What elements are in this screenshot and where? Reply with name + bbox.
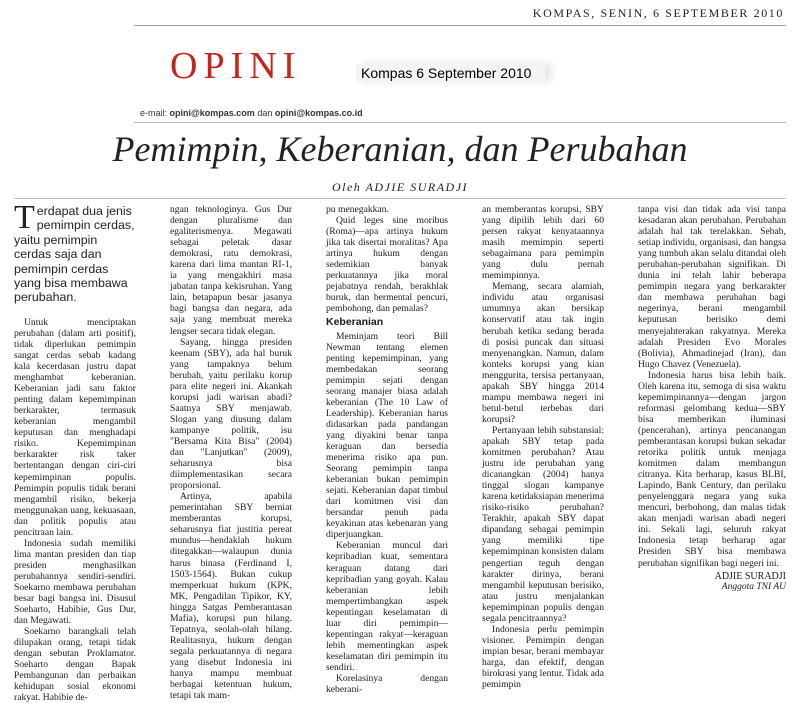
author-signature — [638, 571, 786, 593]
author-name: ADJIE SURADJI — [714, 570, 786, 582]
section-title: OPINI — [170, 45, 302, 87]
paragraph: Quid leges sine moribus (Roma)—apa artinya hukum jika tak disertai moralitas? Apa artinya hukum dengan sedemikian banyak perkuatannya jika moral pejabatnya rendah, berakhlak buruk, dan bermental pencuri, pembohong, dan pemalas? — [326, 215, 448, 315]
paragraph: ngan teknologinya. Gus Dur dengan pluralisme dan egaliterismenya. Megawati sebagai peletak dasar demokrasi, ratu demokrasi, karena dari lima mantan RI-1, ia yang mengakhiri masa jabatan tanpa kekisruhan. Yang lain, betapapun besar jasanya bagi bangsa dan negara, ada saja yang membuat mereka lengser secara tidak elegan. — [170, 204, 292, 337]
email-link-2[interactable]: opini@kompas.co.id — [274, 108, 363, 118]
top-divider — [134, 25, 786, 26]
paragraph: tanpa visi dan tidak ada visi tanpa kesadaran akan perubahan. Perubahan adalah hal tak terelakkan. Sebab, setiap individu, organisasi, dan bangsa yang tumbuh akan selalu ditandai oleh perubahan-perubahan signifikan. Di dunia ini telah lahir beberapa pemimpin negara yang berkarakter dan membawa perubahan bagi negerinya, berani mengambil keputusan berisiko demi menyejahterakan rakyatnya. Mereka adalah Presiden Evo Morales (Bolivia), Ahmadinejad (Iran), dan Hugo Chavez (Venezuela). — [638, 204, 786, 370]
source-stamp: Kompas 6 September 2010 — [356, 64, 545, 82]
paragraph: pu menegakkan. — [326, 204, 389, 215]
paragraph: Indonesia perlu pemimpin visioner. Pemimpin dengan impian besar, berani membayar harga, dan efektif, dengan birokrasi yang lentur. Tidak ada pemimpin — [482, 623, 604, 691]
article-title: Pemimpin, Keberanian, dan Perubahan — [112, 129, 688, 169]
article-byline: Oleh ADJIE SURADJI — [331, 180, 469, 194]
lead-text: erdapat dua jenis pemimpin cerdas, yaitu pemimpin cerdas saja dan pemimpin cerdas yang bisa membawa perubahan. — [14, 204, 135, 305]
paragraph: Soekarno barangkali telah dilupakan orang, tetapi tidak dengan sebutan Proklamator. Soeharto dengan Bapak Pembangunan dan perbaikan kehidupan sosial ekonomi rakyat. Habibie de- — [14, 626, 136, 703]
author-role: Anggota TNI AU — [721, 581, 786, 592]
email-join: dan — [254, 108, 275, 118]
article-column-3 — [326, 204, 448, 695]
paragraph: Indonesia harus bisa lebih baik. Oleh karena itu, semoga di sisa waktu kepemimpinannya—dengan jargon reformasi gelombang kedua—SBY bisa memberikan iluminasi (pencerahan), artinya pencanangan pemberantasan korupsi bukan sekadar retorika politik untuk menjaga komitmen dalam membangun citranya. Kita berharap, kasus BLBI, Lapindo, Bank Century, dan perilaku penyelenggara negara yang suka mencuri, berbohong, dan malas tidak akan menjadi warisan abadi negeri ini. Sekali lagi, seluruh rakyat Indonesia tetap berharap agar Presiden SBY bisa membawa perubahan signifikan bagi negeri ini. — [638, 369, 786, 569]
paragraph: Sayang, hingga presiden keenam (SBY), ada hal buruk yang tampaknya belum berubah, yaitu perilaku korup para elite negeri ini. Akankah korupsi jadi warisan abadi? Saatnya SBY menjawab. Slogan yang diusung dalam kampanye politik, isu "Bersama Kita Bisa" (2004) dan "Lanjutkan" (2009), seharusnya bisa diimplementasikan secara proporsional. — [170, 336, 292, 492]
article-column-5 — [638, 204, 786, 593]
title-divider — [14, 198, 786, 199]
paragraph: Korelasinya dengan keberani- — [326, 672, 448, 696]
paragraph: Memang, secara alamiah, individu atau organisasi umumnya akan bersikap konservatif atau tak ingin berubah ketika sedang berada di posisi puncak dan situasi menyenangkan. Namun, dalam konteks korupsi yang kian menggurita, tersisa pertanyaan, apakah SBY hingga 2014 mampu membawa negeri ini betul-betul terbebas dari korupsi? — [482, 281, 604, 425]
header-divider — [134, 122, 786, 123]
article-column-2 — [170, 204, 292, 701]
paragraph: Pertanyaan lebih substansial: apakah SBY tetap pada komitmen perubahan? Atau justru ide perubahan yang dicanangkan (2004) hanya tinggal slogan kampanye karena ketidaksiapan menerima risiko-risiko perubahan? Terakhir, apakah SBY dapat dipandang sebagai pemimpin yang memiliki tipe kepemimpinan konsisten dalam pengertian teguh dengan karakter dirinya, berani mengambil keputusan berisiko, atau justru menjalankan kepemimpinan populis dengan segala pencitraannya? — [482, 424, 604, 624]
paragraph: Keberanian muncul dari kepribadian kuat, sementara keraguan datang dari kepribadian yang goyah. Kalau keberanian lebih mempertimbangkan aspek kepentingan keselamatan di luar diri pemimpin—kepentingan rakyat—keraguan lebih mementingkan aspek keselamatan diri pemimpin itu sendiri. — [326, 540, 448, 673]
paragraph: Meminjam teori Bill Newman tentang elemen penting kepemimpinan, yang membedakan seorang pemimpin sejati dengan seorang manajer biasa adalah keberanian (The 10 Law of Leadership). Keberanian harus didasarkan pada pandangan yang diyakini benar tanpa keraguan dan bersedia menerima risiko apa pun. Seorang pemimpin tanpa keberanian bukan pemimpin sejati. Keberanian dapat timbul dari komitmen visi dan bersandar penuh pada keyakinan atas kebenaran yang diperjuangkan. — [326, 330, 448, 541]
masthead-date: KOMPAS, SENIN, 6 SEPTEMBER 2010 — [532, 6, 784, 20]
article-lead — [14, 199, 136, 305]
email-link-1[interactable]: opini@kompas.com — [169, 108, 255, 118]
paragraph: Untuk menciptakan perubahan (dalam arti positif), tidak diperlukan pemimpin sangat cerdas sebab kadang kala kecerdasan justru dapat menghambat keberanian. Keberanian jadi satu faktor penting dalam kepemimpinan berkarakter, termasuk keberanian mengambil keputusan dan menghadapi risiko. Kepemimpinan berkarakter risk taker bertentangan dengan ciri-ciri kepemimpinan populis. Pemimpin populis tidak berani mengambil risiko, bekerja menggunakan uang, kekuasaan, dan politik populis atau pencitraan lain. — [14, 316, 137, 538]
section-heading: Keberanian — [326, 316, 384, 329]
paragraph: Artinya, apabila pemerintahan SBY berniat memberantas korupsi, seharusnya fiat justitia pereat mundus—hendaklah hukum ditegakkan—walaupun dunia harus binasa (Ferdinand I, 1503-1564). Bukan cukup memperkuat hukum (KPK, MK, Pengadilan Tipikor, KY, hingga Satgas Pemberantasan Mafia), korupsi pun hilang. Tepatnya, seolah-olah hilang. Realitasnya, hukum dengan segala perkuatannya di negara yang disebut Indonesia ini hanya mampu membuat berbagai ketentuan hukum, tetapi tak mam- — [170, 491, 292, 702]
paragraph: Indonesia sudah memiliki lima mantan presiden dan tiap presiden menghasilkan perubahannya sendiri-sendiri. Soekarno membawa perubahan besar bagi bangsa ini. Disusul Soeharto, Habibie, Gus Dur, dan Megawati. — [14, 537, 136, 627]
article-column-4 — [482, 204, 604, 690]
lead-dropcap: T — [14, 199, 35, 236]
email-prefix: e-mail: — [140, 108, 170, 118]
email-line — [140, 108, 363, 118]
paragraph: an memberantas korupsi, SBY yang dipilih lebih dari 60 persen rakyat kenyataannya masih memimpin seperti sebagaimana para pemimpin yang dulu pernah memimpinnya. — [482, 204, 604, 282]
article-column-1 — [14, 199, 137, 703]
